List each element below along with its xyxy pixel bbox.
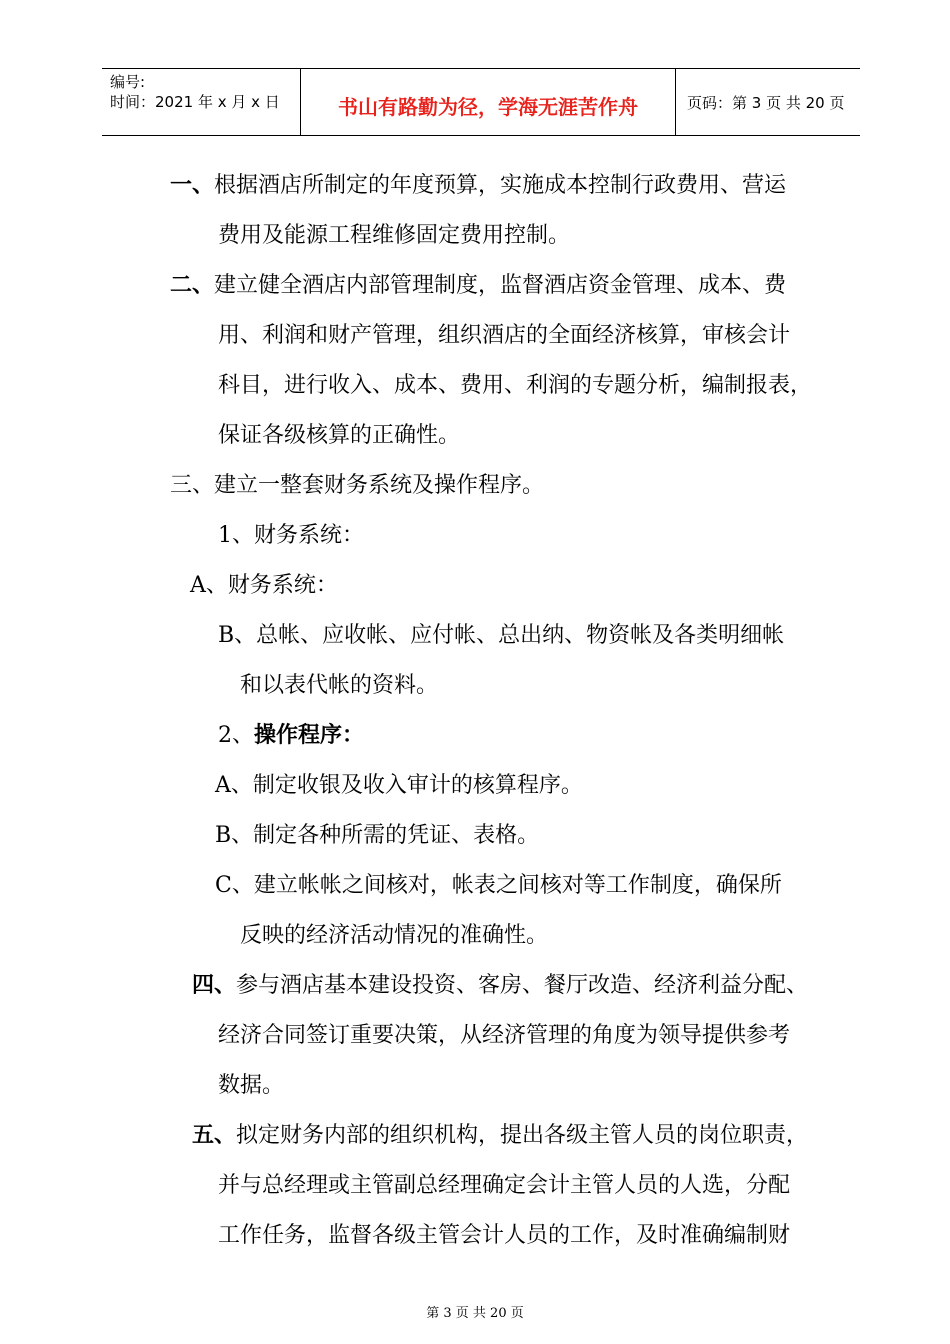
paragraph-1-line-2: 费用及能源工程维修固定费用控制。 bbox=[218, 223, 571, 248]
paragraph-2-line-1 bbox=[170, 271, 786, 301]
paragraph-5-line-3: 工作任务，监督各级主管会计人员的工作，及时准确编制财 bbox=[218, 1223, 791, 1248]
section-number: 一、 bbox=[170, 173, 215, 198]
item-c-line-1: C、建立帐帐之间核对，帐表之间核对等工作制度，确保所 bbox=[215, 873, 782, 898]
subsection-2-heading bbox=[218, 721, 364, 751]
page-footer: 第 3 页 共 20 页 bbox=[426, 1306, 524, 1321]
item-b-line-1: B、总帐、应收帐、应付帐、总出纳、物资帐及各类明细帐 bbox=[218, 623, 785, 648]
item-c-line-2: 反映的经济活动情况的准确性。 bbox=[240, 923, 549, 948]
line-text: 拟定财务内部的组织机构，提出各级主管人员的岗位职责， bbox=[236, 1123, 809, 1148]
paragraph-3-line-1: 三、建立一整套财务系统及操作程序。 bbox=[170, 473, 545, 498]
item-a-procedure: A、制定收银及收入审计的核算程序。 bbox=[215, 773, 583, 798]
paragraph-4-line-1 bbox=[192, 971, 808, 1001]
line-text: 操作程序： bbox=[254, 723, 365, 748]
paragraph-5-line-1 bbox=[192, 1121, 808, 1151]
paragraph-4-line-2: 经济合同签订重要决策，从经济管理的角度为领导提供参考 bbox=[218, 1023, 791, 1048]
paragraph-2-line-2: 用、利润和财产管理，组织酒店的全面经济核算，审核会计 bbox=[218, 323, 791, 348]
header-page-number: 页码：第 3 页 共 20 页 bbox=[687, 94, 845, 112]
paragraph-5-line-2: 并与总经理或主管副总经理确定会计主管人员的人选，分配 bbox=[218, 1173, 791, 1198]
paragraph-4-line-3: 数据。 bbox=[218, 1073, 285, 1098]
subsection-1-heading: 1、财务系统： bbox=[218, 523, 364, 548]
paragraph-1-line-1 bbox=[170, 171, 786, 201]
line-text: 参与酒店基本建设投资、客房、餐厅改造、经济利益分配、 bbox=[236, 973, 809, 998]
subsection-number: 2、 bbox=[218, 723, 254, 748]
document-date: 时间：2021 年 x 月 x 日 bbox=[110, 93, 280, 111]
item-b-procedure: B、制定各种所需的凭证、表格。 bbox=[215, 823, 540, 848]
line-text: 根据酒店所制定的年度预算，实施成本控制行政费用、营运 bbox=[214, 173, 787, 198]
item-b-line-2: 和以表代帐的资料。 bbox=[240, 673, 439, 698]
document-code-label: 编号: bbox=[110, 73, 146, 91]
paragraph-2-line-3: 科目，进行收入、成本、费用、利润的专题分析，编制报表， bbox=[218, 373, 813, 398]
item-a-finance-system: A、财务系统： bbox=[190, 573, 338, 598]
section-number: 二、 bbox=[170, 273, 215, 298]
paragraph-2-line-4: 保证各级核算的正确性。 bbox=[218, 423, 461, 448]
header-motto: 书山有路勤为径，学海无涯苦作舟 bbox=[338, 95, 638, 119]
line-text: 建立健全酒店内部管理制度，监督酒店资金管理、成本、费 bbox=[214, 273, 787, 298]
section-number: 四、 bbox=[192, 973, 237, 998]
section-number: 五、 bbox=[192, 1123, 237, 1148]
